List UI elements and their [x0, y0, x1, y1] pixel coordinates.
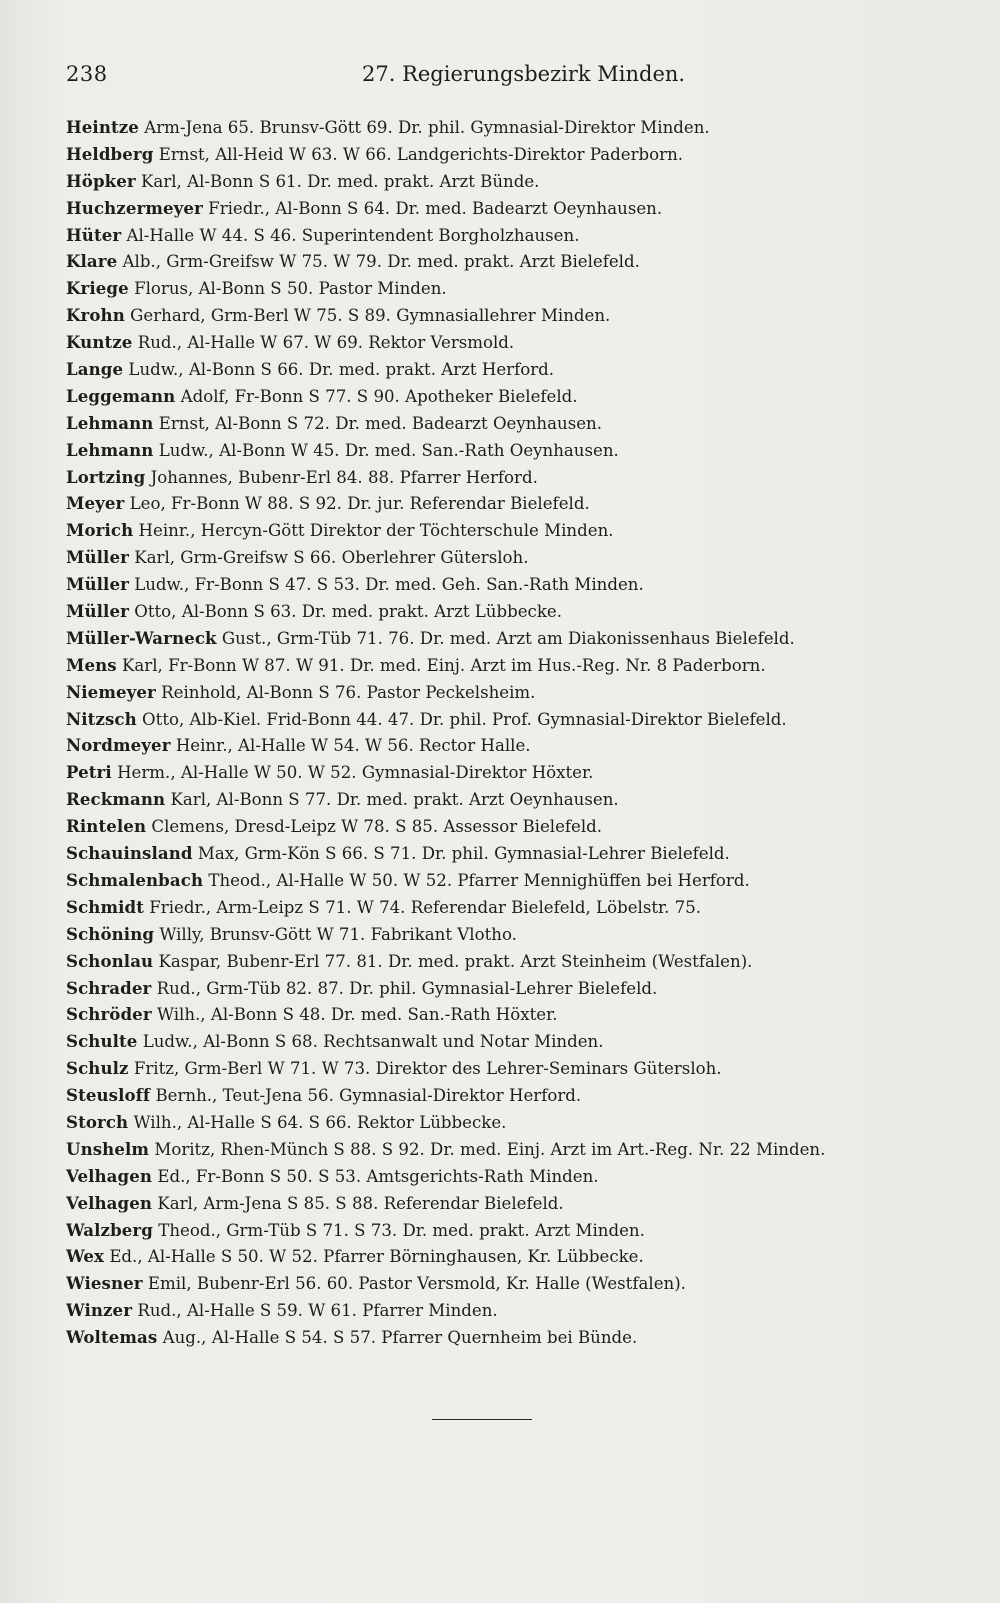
list-item	[66, 410, 946, 437]
entry-name: Höpker	[66, 170, 136, 191]
list-item	[66, 921, 946, 948]
list-item	[66, 732, 946, 759]
entry-name: Schonlau	[66, 950, 154, 971]
entry-details: Rud., Al-Halle S 59. W 61. Pfarrer Minden.	[132, 1301, 498, 1321]
list-item	[66, 248, 946, 275]
entry-name: Rintelen	[66, 816, 147, 837]
entry-name: Schröder	[66, 1004, 152, 1025]
entry-name: Wiesner	[66, 1273, 143, 1294]
entry-name: Niemeyer	[66, 681, 156, 702]
end-rule	[432, 1419, 532, 1420]
entry-name: Walzberg	[66, 1219, 153, 1240]
list-item	[66, 1324, 946, 1351]
entry-details: Ludw., Fr-Bonn S 47. S 53. Dr. med. Geh. San.-Rath Minden.	[128, 575, 644, 595]
entry-name: Kuntze	[66, 332, 133, 353]
list-item	[66, 948, 946, 975]
list-item	[66, 759, 946, 786]
entry-name: Schauinsland	[66, 843, 193, 864]
entry-name: Velhagen	[66, 1165, 153, 1186]
entry-details: Ed., Al-Halle S 50. W 52. Pfarrer Börninghausen, Kr. Lübbecke.	[104, 1247, 644, 1267]
list-item	[66, 114, 946, 141]
entry-name: Schrader	[66, 977, 152, 998]
list-item	[66, 1163, 946, 1190]
entry-details: Adolf, Fr-Bonn S 77. S 90. Apotheker Bielefeld.	[175, 386, 578, 406]
entry-details: Ludw., Al-Bonn S 66. Dr. med. prakt. Arzt Herford.	[123, 360, 555, 380]
list-item	[66, 437, 946, 464]
list-item	[66, 1243, 946, 1270]
entry-details: Theod., Grm-Tüb S 71. S 73. Dr. med. prakt. Arzt Minden.	[152, 1220, 645, 1240]
entry-name: Schulz	[66, 1058, 129, 1079]
list-item	[66, 141, 946, 168]
entry-name: Schulte	[66, 1031, 138, 1052]
list-item	[66, 1297, 946, 1324]
entry-details: Ludw., Al-Bonn W 45. Dr. med. San.-Rath Oeynhausen.	[153, 440, 619, 460]
entry-name: Lortzing	[66, 466, 146, 487]
entry-details: Ed., Fr-Bonn S 50. S 53. Amtsgerichts-Rath Minden.	[152, 1166, 599, 1186]
entry-name: Mens	[66, 654, 117, 675]
entry-details: Kaspar, Bubenr-Erl 77. 81. Dr. med. prakt. Arzt Steinheim (Westfalen).	[153, 951, 753, 971]
list-item	[66, 195, 946, 222]
entry-details: Theod., Al-Halle W 50. W 52. Pfarrer Mennighüffen bei Herford.	[203, 870, 750, 890]
entry-name: Schmidt	[66, 896, 144, 917]
entry-details: Karl, Al-Bonn S 77. Dr. med. prakt. Arzt Oeynhausen.	[165, 790, 619, 810]
list-item	[66, 275, 946, 302]
entry-details: Emil, Bubenr-Erl 56. 60. Pastor Versmold, Kr. Halle (Westfalen).	[142, 1274, 686, 1294]
entry-name: Müller	[66, 547, 129, 568]
list-item	[66, 490, 946, 517]
entry-name: Lehmann	[66, 412, 154, 433]
list-item	[66, 571, 946, 598]
list-item	[66, 1082, 946, 1109]
list-item	[66, 813, 946, 840]
entry-name: Winzer	[66, 1300, 133, 1321]
entry-details: Florus, Al-Bonn S 50. Pastor Minden.	[128, 279, 447, 299]
list-item	[66, 517, 946, 544]
list-item	[66, 598, 946, 625]
list-item	[66, 706, 946, 733]
list-item	[66, 1055, 946, 1082]
entry-name: Nordmeyer	[66, 735, 171, 756]
entry-details: Johannes, Bubenr-Erl 84. 88. Pfarrer Herford.	[145, 467, 538, 487]
entry-details: Arm-Jena 65. Brunsv-Gött 69. Dr. phil. Gymnasial-Direktor Minden.	[138, 118, 710, 137]
entry-name: Kriege	[66, 278, 129, 299]
entry-name: Leggemann	[66, 385, 176, 406]
entry-name: Storch	[66, 1111, 129, 1132]
entry-name: Krohn	[66, 305, 125, 326]
entry-name: Lehmann	[66, 439, 154, 460]
entry-details: Karl, Grm-Greifsw S 66. Oberlehrer Gütersloh.	[128, 548, 529, 568]
entry-name: Unshelm	[66, 1138, 150, 1159]
list-item	[66, 679, 946, 706]
entry-details: Gust., Grm-Tüb 71. 76. Dr. med. Arzt am Diakonissenhaus Bielefeld.	[216, 628, 795, 648]
entry-details: Clemens, Dresd-Leipz W 78. S 85. Assessor Bielefeld.	[146, 817, 603, 837]
entry-details: Max, Grm-Kön S 66. S 71. Dr. phil. Gymnasial-Lehrer Bielefeld.	[192, 844, 730, 864]
list-item	[66, 544, 946, 571]
list-item	[66, 1109, 946, 1136]
entry-details: Heinr., Al-Halle W 54. W 56. Rector Halle.	[170, 736, 531, 756]
entry-details: Otto, Alb-Kiel. Frid-Bonn 44. 47. Dr. phil. Prof. Gymnasial-Direktor Bielefeld.	[136, 709, 787, 729]
list-item	[66, 652, 946, 679]
entry-details: Friedr., Al-Bonn S 64. Dr. med. Badearzt Oeynhausen.	[202, 198, 663, 218]
entry-details: Leo, Fr-Bonn W 88. S 92. Dr. jur. Referendar Bielefeld.	[124, 494, 590, 514]
entry-details: Alb., Grm-Greifsw W 75. W 79. Dr. med. prakt. Arzt Bielefeld.	[117, 252, 640, 272]
list-item	[66, 329, 946, 356]
entry-details: Rud., Al-Halle W 67. W 69. Rektor Versmold.	[132, 333, 515, 353]
entry-name: Schmalenbach	[66, 869, 204, 890]
entry-details: Herm., Al-Halle W 50. W 52. Gymnasial-Direktor Höxter.	[111, 763, 594, 783]
list-item	[66, 356, 946, 383]
list-item	[66, 975, 946, 1002]
entry-details: Bernh., Teut-Jena 56. Gymnasial-Direktor Herford.	[150, 1086, 582, 1106]
entry-name: Schöning	[66, 923, 155, 944]
running-head: 27. Regierungsbezirk Minden.	[362, 62, 686, 86]
list-item	[66, 1270, 946, 1297]
entry-name: Müller	[66, 601, 129, 622]
list-item	[66, 625, 946, 652]
entry-name: Heintze	[66, 117, 139, 137]
list-item	[66, 383, 946, 410]
entry-details: Wilh., Al-Halle S 64. S 66. Rektor Lübbecke.	[128, 1112, 507, 1132]
directory-list	[66, 114, 946, 1351]
list-item	[66, 1028, 946, 1055]
list-item	[66, 464, 946, 491]
entry-details: Fritz, Grm-Berl W 71. W 73. Direktor des Lehrer-Seminars Gütersloh.	[128, 1059, 722, 1079]
list-item	[66, 302, 946, 329]
entry-name: Wex	[66, 1246, 105, 1267]
entry-details: Otto, Al-Bonn S 63. Dr. med. prakt. Arzt Lübbecke.	[128, 602, 562, 622]
list-item	[66, 894, 946, 921]
entry-name: Nitzsch	[66, 708, 137, 729]
list-item	[66, 867, 946, 894]
entry-details: Heinr., Hercyn-Gött Direktor der Töchterschule Minden.	[133, 521, 614, 541]
entry-name: Steusloff	[66, 1085, 151, 1106]
list-item	[66, 222, 946, 249]
page-header	[66, 62, 930, 92]
entry-name: Klare	[66, 251, 118, 272]
entry-details: Ernst, All-Heid W 63. W 66. Landgerichts-Direktor Paderborn.	[153, 144, 684, 164]
entry-details: Karl, Arm-Jena S 85. S 88. Referendar Bielefeld.	[152, 1193, 564, 1213]
entry-name: Woltemas	[66, 1327, 158, 1348]
entry-name: Huchzermeyer	[66, 197, 203, 218]
list-item	[66, 1217, 946, 1244]
entry-name: Petri	[66, 762, 112, 783]
entry-name: Lange	[66, 359, 124, 380]
entry-name: Heldberg	[66, 143, 154, 164]
entry-details: Moritz, Rhen-Münch S 88. S 92. Dr. med. Einj. Arzt im Art.-Reg. Nr. 22 Minden.	[149, 1139, 826, 1159]
entry-details: Friedr., Arm-Leipz S 71. W 74. Referendar Bielefeld, Löbelstr. 75.	[143, 897, 702, 917]
entry-name: Velhagen	[66, 1192, 153, 1213]
entry-details: Aug., Al-Halle S 54. S 57. Pfarrer Quernheim bei Bünde.	[157, 1328, 638, 1348]
entry-details: Karl, Al-Bonn S 61. Dr. med. prakt. Arzt Bünde.	[135, 171, 540, 191]
entry-details: Al-Halle W 44. S 46. Superintendent Borgholzhausen.	[121, 225, 580, 245]
list-item	[66, 1136, 946, 1163]
list-item	[66, 1001, 946, 1028]
entry-name: Müller	[66, 574, 129, 595]
list-item	[66, 840, 946, 867]
entry-name: Meyer	[66, 493, 125, 514]
entry-details: Karl, Fr-Bonn W 87. W 91. Dr. med. Einj. Arzt im Hus.-Reg. Nr. 8 Paderborn.	[116, 655, 766, 675]
page-number: 238	[66, 62, 108, 86]
entry-name: Morich	[66, 520, 134, 541]
list-item	[66, 168, 946, 195]
entry-name: Hüter	[66, 224, 122, 245]
list-item	[66, 1190, 946, 1217]
entry-details: Ludw., Al-Bonn S 68. Rechtsanwalt und Notar Minden.	[137, 1032, 604, 1052]
entry-name: Reckmann	[66, 789, 166, 810]
entry-details: Ernst, Al-Bonn S 72. Dr. med. Badearzt Oeynhausen.	[153, 413, 602, 433]
entry-details: Reinhold, Al-Bonn S 76. Pastor Peckelsheim.	[155, 682, 536, 702]
entry-details: Rud., Grm-Tüb 82. 87. Dr. phil. Gymnasial-Lehrer Bielefeld.	[151, 978, 658, 998]
entry-details: Wilh., Al-Bonn S 48. Dr. med. San.-Rath Höxter.	[151, 1005, 558, 1025]
entry-name: Müller-Warneck	[66, 627, 217, 648]
entry-details: Gerhard, Grm-Berl W 75. S 89. Gymnasiallehrer Minden.	[124, 306, 611, 326]
list-item	[66, 786, 946, 813]
entry-details: Willy, Brunsv-Gött W 71. Fabrikant Vlotho.	[154, 924, 517, 944]
